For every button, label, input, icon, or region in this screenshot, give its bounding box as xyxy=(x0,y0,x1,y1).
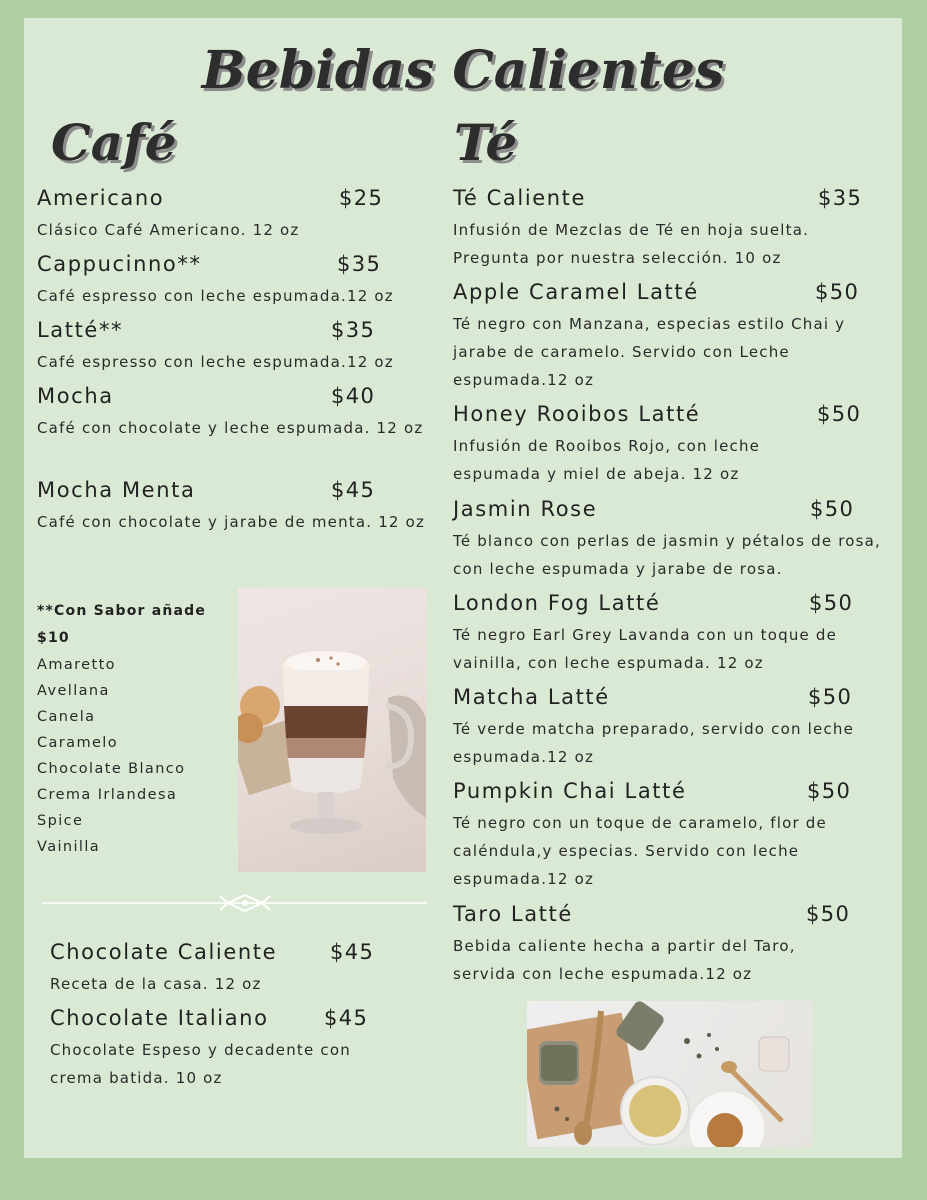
flavor-list xyxy=(37,652,237,860)
item-description: Café espresso con leche espumada.12 oz xyxy=(37,287,394,305)
menu-item-apple-caramel-latte xyxy=(453,280,883,394)
item-description: Chocolate Espeso y decadente con crema batida. 10 oz xyxy=(50,1041,351,1087)
menu-item-taro-latte xyxy=(453,902,853,988)
item-price: $50 xyxy=(810,497,855,521)
item-name: London Fog Latté xyxy=(453,591,661,615)
ornament-divider xyxy=(42,893,427,913)
item-name: Té Caliente xyxy=(453,186,587,210)
item-name: Matcha Latté xyxy=(453,685,610,709)
item-name: Mocha Menta xyxy=(37,478,196,502)
menu-item-te-caliente xyxy=(453,186,878,272)
item-price: $35 xyxy=(331,318,376,342)
item-price: $50 xyxy=(817,402,862,426)
menu-item-latte xyxy=(37,318,447,376)
tea-photo xyxy=(527,1001,812,1147)
item-name: Apple Caramel Latté xyxy=(453,280,699,304)
item-price: $50 xyxy=(808,685,853,709)
item-name: Taro Latté xyxy=(453,902,573,926)
menu-page xyxy=(24,18,902,1158)
item-name: Jasmin Rose xyxy=(453,497,598,521)
item-description: Café espresso con leche espumada.12 oz xyxy=(37,353,394,371)
item-description: Receta de la casa. 12 oz xyxy=(50,975,262,993)
item-name: Mocha xyxy=(37,384,114,408)
item-name: Honey Rooibos Latté xyxy=(453,402,701,426)
menu-item-cappucinno xyxy=(37,252,447,310)
te-heading: Té xyxy=(454,113,518,172)
flavor-item: Chocolate Blanco xyxy=(37,761,186,777)
menu-title: Bebidas Calientes xyxy=(201,40,725,101)
flavor-item: Vainilla xyxy=(37,839,101,855)
item-price: $50 xyxy=(815,280,860,304)
item-description: Té blanco con perlas de jasmin y pétalos de rosa, con leche espumada y jarabe de rosa. xyxy=(453,532,881,578)
item-price: $50 xyxy=(809,591,854,615)
item-name: Americano xyxy=(37,186,165,210)
menu-item-chocolate-caliente xyxy=(50,940,410,998)
flavor-item: Crema Irlandesa xyxy=(37,787,178,803)
coffee-photo xyxy=(238,588,426,872)
cafe-heading: Café xyxy=(51,113,177,172)
flavor-item: Caramelo xyxy=(37,735,119,751)
item-description: Bebida caliente hecha a partir del Taro, servida con leche espumada.12 oz xyxy=(453,937,796,983)
menu-item-mocha-menta xyxy=(37,478,432,536)
item-name: Latté** xyxy=(37,318,124,342)
item-price: $50 xyxy=(807,779,852,803)
item-price: $50 xyxy=(806,902,851,926)
item-price: $25 xyxy=(339,186,384,210)
menu-item-chocolate-italiano xyxy=(50,1006,369,1092)
item-description: Té negro Earl Grey Lavanda con un toque de vainilla, con leche espumada. 12 oz xyxy=(453,626,838,672)
flavor-extras xyxy=(37,598,237,860)
flavor-item: Avellana xyxy=(37,683,110,699)
item-name: Chocolate Caliente xyxy=(50,940,278,964)
item-price: $35 xyxy=(337,252,382,276)
item-price: $35 xyxy=(818,186,863,210)
item-description: Infusión de Mezclas de Té en hoja suelta. Pregunta por nuestra selección. 10 oz xyxy=(453,221,810,267)
flavor-item: Spice xyxy=(37,813,84,829)
item-description: Infusión de Rooibos Rojo, con leche espumada y miel de abeja. 12 oz xyxy=(453,437,761,483)
item-name: Pumpkin Chai Latté xyxy=(453,779,687,803)
extras-title: **Con Sabor añade $10 xyxy=(37,603,207,646)
item-name: Cappucinno** xyxy=(37,252,202,276)
menu-item-matcha-latte xyxy=(453,685,863,771)
menu-item-americano xyxy=(37,186,437,244)
item-description: Té negro con Manzana, especias estilo Chai y jarabe de caramelo. Servido con Leche espumada.12 oz xyxy=(453,315,846,389)
flavor-item: Canela xyxy=(37,709,96,725)
menu-item-jasmin-rose xyxy=(453,497,883,583)
flavor-item: Amaretto xyxy=(37,657,116,673)
item-description: Té verde matcha preparado, servido con leche espumada.12 oz xyxy=(453,720,855,766)
item-description: Café con chocolate y leche espumada. 12 oz xyxy=(37,419,424,437)
menu-item-honey-rooibos-latte xyxy=(453,402,878,488)
item-description: Té negro con un toque de caramelo, flor de caléndula,y especias. Servido con leche espumada.12 oz xyxy=(453,814,827,888)
item-description: Café con chocolate y jarabe de menta. 12 oz xyxy=(37,513,426,531)
item-price: $45 xyxy=(331,478,376,502)
item-price: $45 xyxy=(330,940,375,964)
item-name: Chocolate Italiano xyxy=(50,1006,269,1030)
menu-item-london-fog-latte xyxy=(453,591,878,677)
item-price: $40 xyxy=(331,384,376,408)
menu-item-pumpkin-chai-latte xyxy=(453,779,883,893)
item-price: $45 xyxy=(324,1006,369,1030)
item-description: Clásico Café Americano. 12 oz xyxy=(37,221,300,239)
menu-item-mocha xyxy=(37,384,432,442)
